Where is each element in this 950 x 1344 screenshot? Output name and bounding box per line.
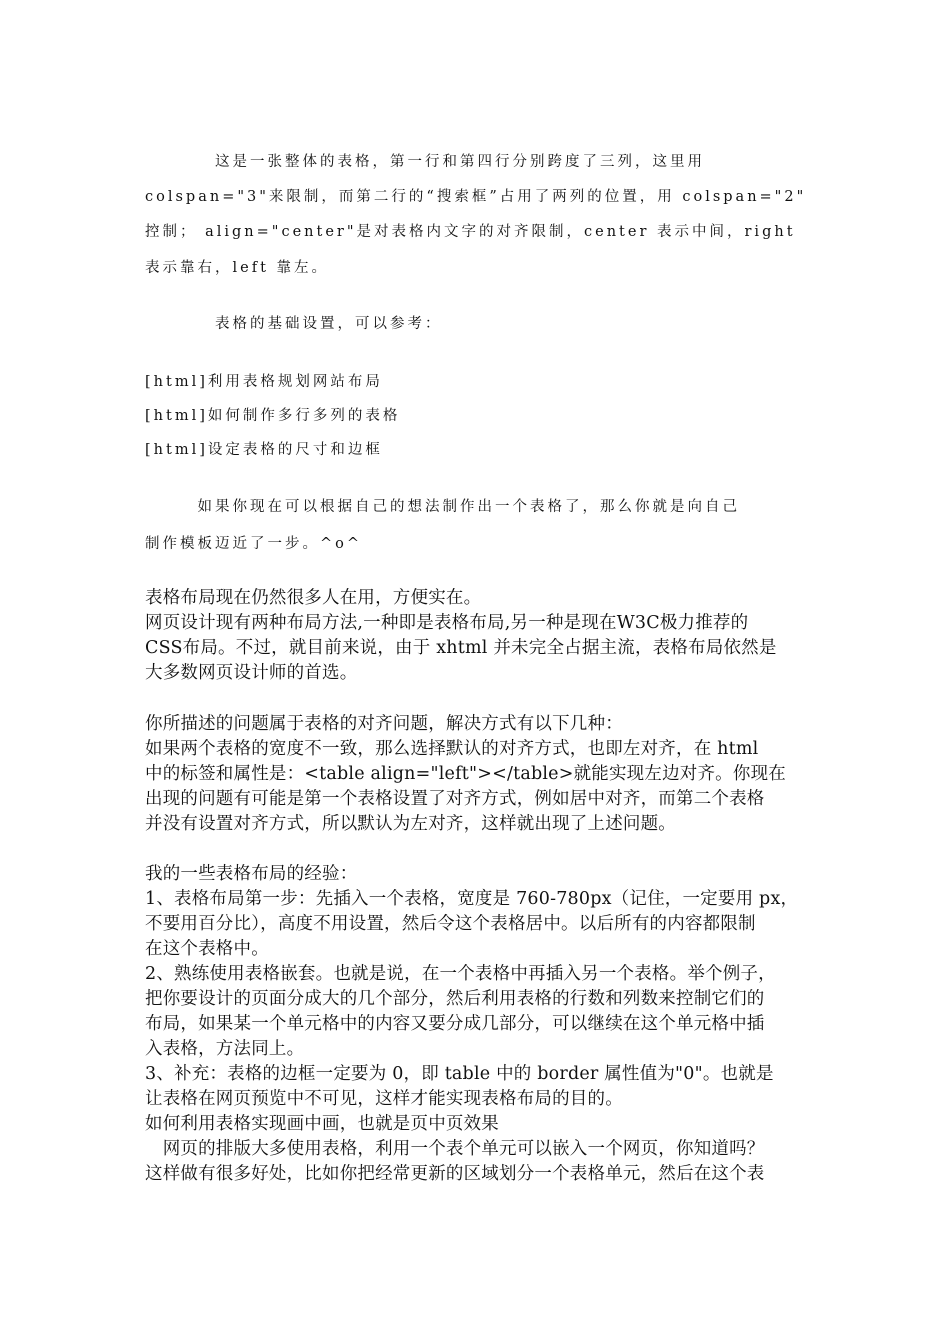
text-line: 表格布局现在仍然很多人在用，方便实在。 xyxy=(145,588,482,608)
text-line: 大多数网页设计师的首选。 xyxy=(145,663,358,683)
text-line: 表格的基础设置，可以参考： xyxy=(145,316,443,332)
text-line: 把你要设计的页面分成大的几个部分，然后利用表格的行数和列数来控制它们的 xyxy=(145,989,765,1009)
text-line: 在这个表格中。 xyxy=(145,939,269,959)
text-line: 不要用百分比），高度不用设置，然后令这个表格居中。以后所有的内容都限制 xyxy=(145,914,756,934)
text-line: 出现的问题有可能是第一个表格设置了对齐方式，例如居中对齐，而第二个表格 xyxy=(145,789,765,809)
text-line: 这是一张整体的表格，第一行和第四行分别跨度了三列，这里用 xyxy=(145,154,705,170)
text-line: 表示靠右，left 靠左。 xyxy=(145,260,330,276)
text-line: colspan="3"来限制，而第二行的“搜索框”占用了两列的位置，用 colspan="2" xyxy=(145,189,807,205)
text-line: 这样做有很多好处，比如你把经常更新的区域划分一个表格单元，然后在这个表 xyxy=(145,1164,765,1184)
text-line: 制作模板迈近了一步。^o^ xyxy=(145,536,363,552)
text-line: 让表格在网页预览中不可见，这样才能实现表格布局的目的。 xyxy=(145,1089,623,1109)
text-line: 中的标签和属性是：<table align="left"></table>就能实现左边对齐。你现在 xyxy=(145,764,786,784)
reference-link[interactable]: [html]利用表格规划网站布局 xyxy=(145,374,383,390)
text-line: 如何利用表格实现画中画，也就是页中页效果 xyxy=(145,1114,499,1134)
text-line: 入表格，方法同上。 xyxy=(145,1039,305,1059)
text-line: 布局，如果某一个单元格中的内容又要分成几部分，可以继续在这个单元格中插 xyxy=(145,1014,765,1034)
text-line: 我的一些表格布局的经验： xyxy=(145,864,358,884)
reference-link[interactable]: [html]设定表格的尺寸和边框 xyxy=(145,442,383,458)
text-line: 你所描述的问题属于表格的对齐问题，解决方式有以下几种： xyxy=(145,714,623,734)
text-line: 1、表格布局第一步：先插入一个表格，宽度是 760-780px（记住，一定要用 px， xyxy=(145,889,799,909)
text-line: 如果你现在可以根据自己的想法制作出一个表格了，那么你就是向自己 xyxy=(145,499,740,515)
text-line: 2、熟练使用表格嵌套。也就是说，在一个表格中再插入另一个表格。举个例子， xyxy=(145,964,776,984)
text-line: 网页的排版大多使用表格，利用一个表个单元可以嵌入一个网页，你知道吗？ xyxy=(145,1139,765,1159)
text-line: CSS布局。不过，就目前来说，由于 xhtml 并未完全占据主流，表格布局依然是 xyxy=(145,638,777,658)
text-line: 如果两个表格的宽度不一致，那么选择默认的对齐方式，也即左对齐，在 html xyxy=(145,739,759,759)
reference-link[interactable]: [html]如何制作多行多列的表格 xyxy=(145,408,401,424)
text-line: 网页设计现有两种布局方法,一种即是表格布局,另一种是现在W3C极力推荐的 xyxy=(145,613,749,633)
text-line: 控制； align="center"是对表格内文字的对齐限制，center 表示中间，right xyxy=(145,224,796,240)
text-line: 并没有设置对齐方式，所以默认为左对齐，这样就出现了上述问题。 xyxy=(145,814,676,834)
text-line: 3、补充：表格的边框一定要为 0，即 table 中的 border 属性值为"0"。也就是 xyxy=(145,1064,774,1084)
